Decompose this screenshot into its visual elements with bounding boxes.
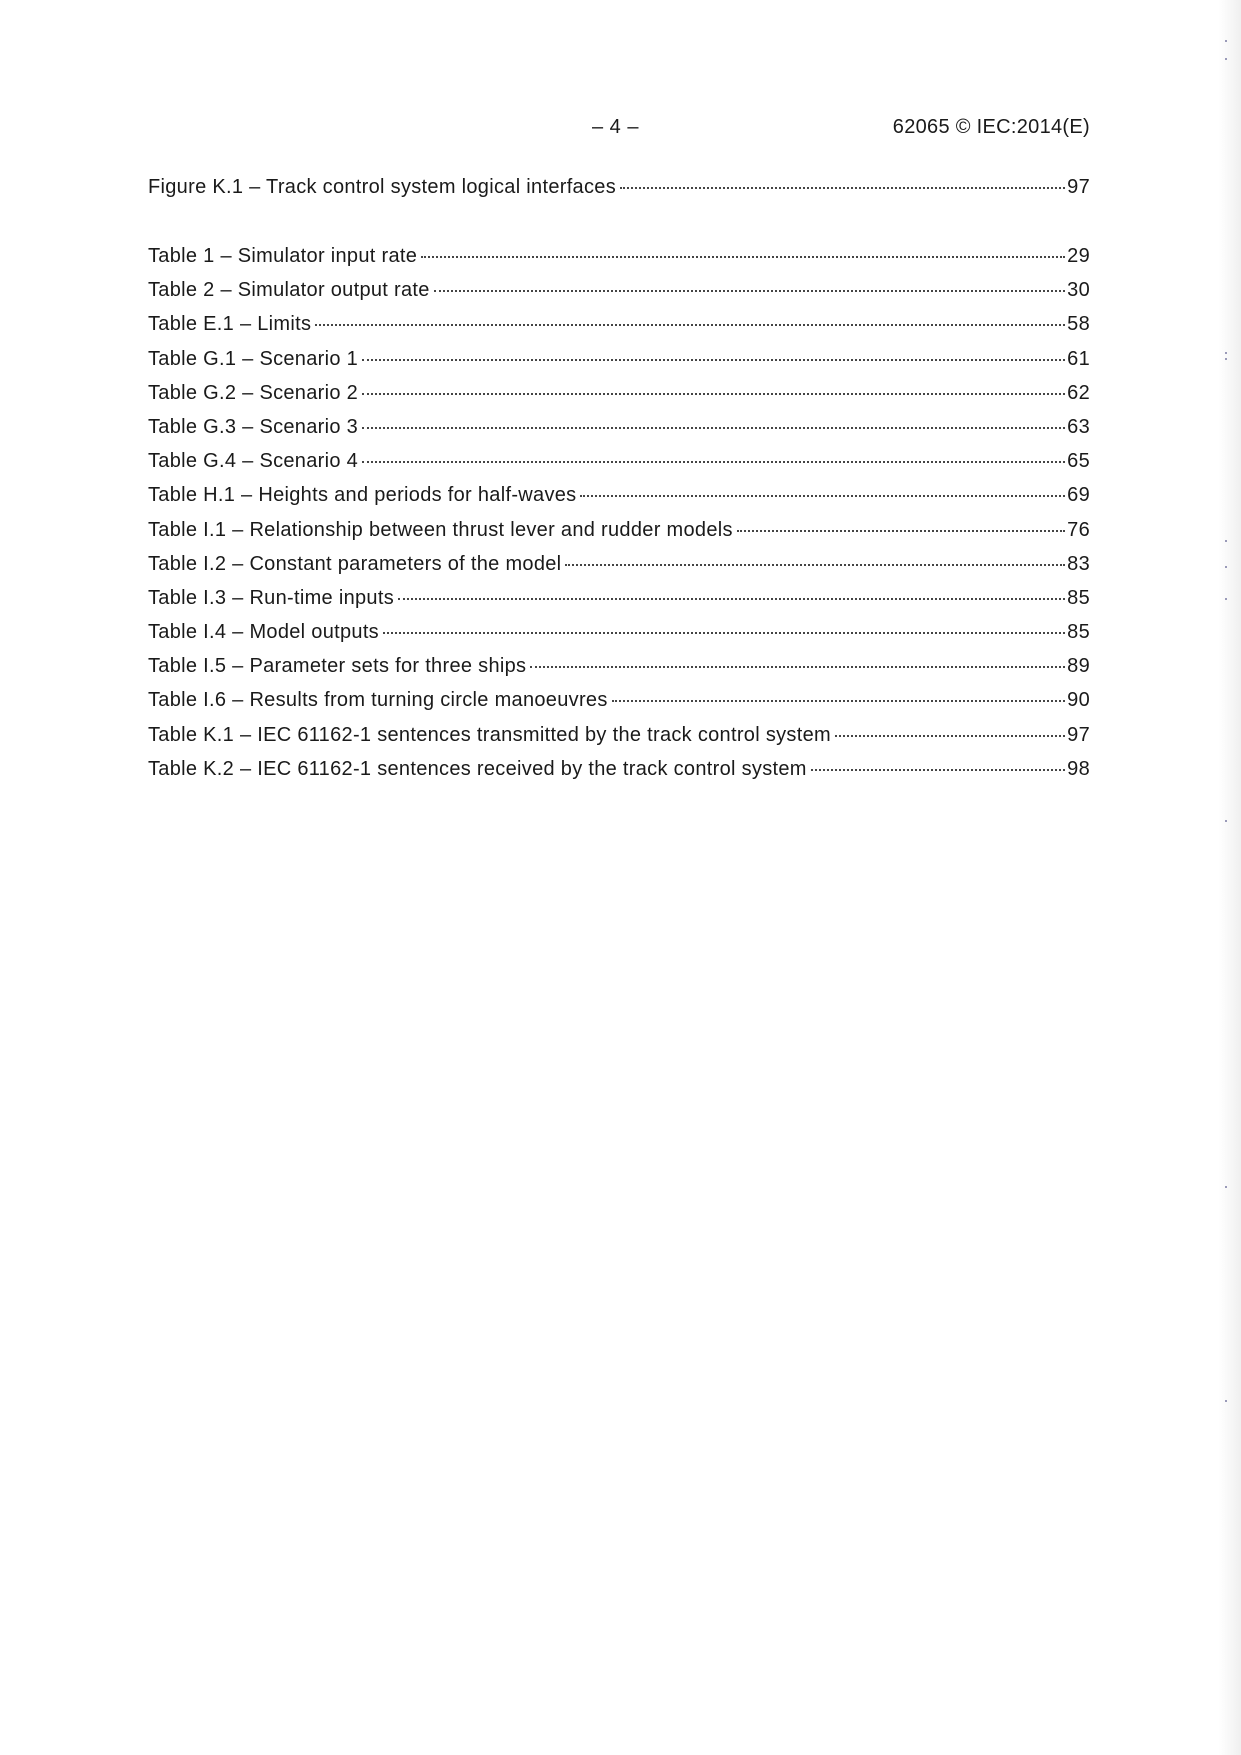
toc-entry-table <box>148 758 1090 792</box>
toc-entry-page: 58 <box>1067 313 1090 336</box>
toc-entry-table <box>148 279 1090 313</box>
toc-entry-title: Table G.1 – Scenario 1 <box>148 347 359 370</box>
toc-entry-title: Table I.1 – Relationship between thrust lever and rudder models <box>148 518 733 541</box>
scan-edge-shadow <box>1219 0 1241 1755</box>
scan-speck <box>1225 1400 1227 1402</box>
toc-entry-title: Table G.2 – Scenario 2 <box>148 381 359 404</box>
dot-leader <box>737 528 1065 532</box>
toc-entry-title: Figure K.1 – Track control system logical interfaces <box>148 176 617 198</box>
page-number: – 4 – <box>592 116 639 138</box>
toc-entry-title: Table E.1 – Limits <box>148 313 312 336</box>
toc-entry-table <box>148 245 1090 279</box>
list-of-figures <box>148 176 1090 210</box>
toc-entry-page: 76 <box>1067 518 1090 541</box>
dot-leader <box>580 493 1065 497</box>
toc-entry-title: Table I.5 – Parameter sets for three ships <box>148 655 527 678</box>
dot-leader <box>398 596 1065 600</box>
toc-entry-title: Table I.6 – Results from turning circle manoeuvres <box>148 689 608 712</box>
toc-entry-title: Table I.4 – Model outputs <box>148 621 379 644</box>
toc-entry-page: 61 <box>1067 347 1090 370</box>
dot-leader <box>362 391 1065 395</box>
scan-speck <box>1225 352 1227 354</box>
scan-speck <box>1225 1186 1227 1188</box>
scan-speck <box>1225 820 1227 822</box>
toc-entry-page: 65 <box>1067 450 1090 473</box>
toc-entry-figure <box>148 176 1090 210</box>
scan-speck <box>1225 598 1227 600</box>
dot-leader <box>835 733 1065 737</box>
dot-leader <box>362 357 1065 361</box>
document-id: 62065 © IEC:2014(E) <box>892 116 1090 138</box>
toc-entry-title: Table K.1 – IEC 61162-1 sentences transmitted by the track control system <box>148 723 831 746</box>
dot-leader <box>315 322 1065 326</box>
toc-entry-table <box>148 519 1090 553</box>
toc-entry-title: Table 1 – Simulator input rate <box>148 245 418 267</box>
dot-leader <box>811 767 1065 771</box>
toc-entry-page: 89 <box>1067 655 1090 678</box>
scan-speck <box>1225 58 1227 60</box>
toc-entry-title: Table H.1 – Heights and periods for half-waves <box>148 484 577 507</box>
toc-entry-table <box>148 621 1090 655</box>
dot-leader <box>530 664 1065 668</box>
scan-speck <box>1225 540 1227 542</box>
dot-leader <box>383 630 1065 634</box>
toc-entry-table <box>148 655 1090 689</box>
dot-leader <box>421 254 1065 258</box>
dot-leader <box>565 562 1065 566</box>
toc-entry-page: 63 <box>1067 415 1090 438</box>
toc-entry-title: Table K.2 – IEC 61162-1 sentences received by the track control system <box>148 757 807 780</box>
toc-entry-title: Table G.4 – Scenario 4 <box>148 450 359 473</box>
toc-entry-title: Table 2 – Simulator output rate <box>148 279 430 302</box>
toc-entry-page: 85 <box>1067 621 1090 644</box>
list-of-tables <box>148 245 1090 792</box>
dot-leader <box>612 698 1066 702</box>
toc-entry-title: Table I.3 – Run-time inputs <box>148 586 395 609</box>
scan-speck <box>1225 358 1227 360</box>
toc-entry-page: 29 <box>1067 245 1090 267</box>
toc-entry-page: 97 <box>1067 723 1090 746</box>
toc-entry-title: Table G.3 – Scenario 3 <box>148 415 359 438</box>
toc-entry-table <box>148 689 1090 723</box>
scan-speck <box>1225 566 1227 568</box>
toc-entry-table <box>148 416 1090 450</box>
dot-leader <box>620 185 1065 189</box>
dot-leader <box>362 459 1065 463</box>
toc-entry-table <box>148 313 1090 347</box>
dot-leader <box>362 425 1065 429</box>
toc-entry-page: 83 <box>1067 552 1090 575</box>
toc-entry-table <box>148 724 1090 758</box>
toc-entry-page: 85 <box>1067 586 1090 609</box>
toc-entry-page: 30 <box>1067 279 1090 302</box>
toc-entry-page: 62 <box>1067 381 1090 404</box>
toc-entry-page: 90 <box>1067 689 1090 712</box>
toc-entry-page: 69 <box>1067 484 1090 507</box>
toc-entry-table <box>148 553 1090 587</box>
toc-entry-title: Table I.2 – Constant parameters of the model <box>148 552 562 575</box>
toc-entry-page: 98 <box>1067 757 1090 780</box>
scan-speck <box>1225 40 1227 42</box>
toc-entry-table <box>148 382 1090 416</box>
toc-entry-table <box>148 450 1090 484</box>
toc-entry-table <box>148 587 1090 621</box>
toc-entry-page: 97 <box>1067 176 1090 198</box>
toc-entry-table <box>148 484 1090 518</box>
page-header <box>148 116 1090 146</box>
dot-leader <box>434 288 1065 292</box>
toc-entry-table <box>148 348 1090 382</box>
